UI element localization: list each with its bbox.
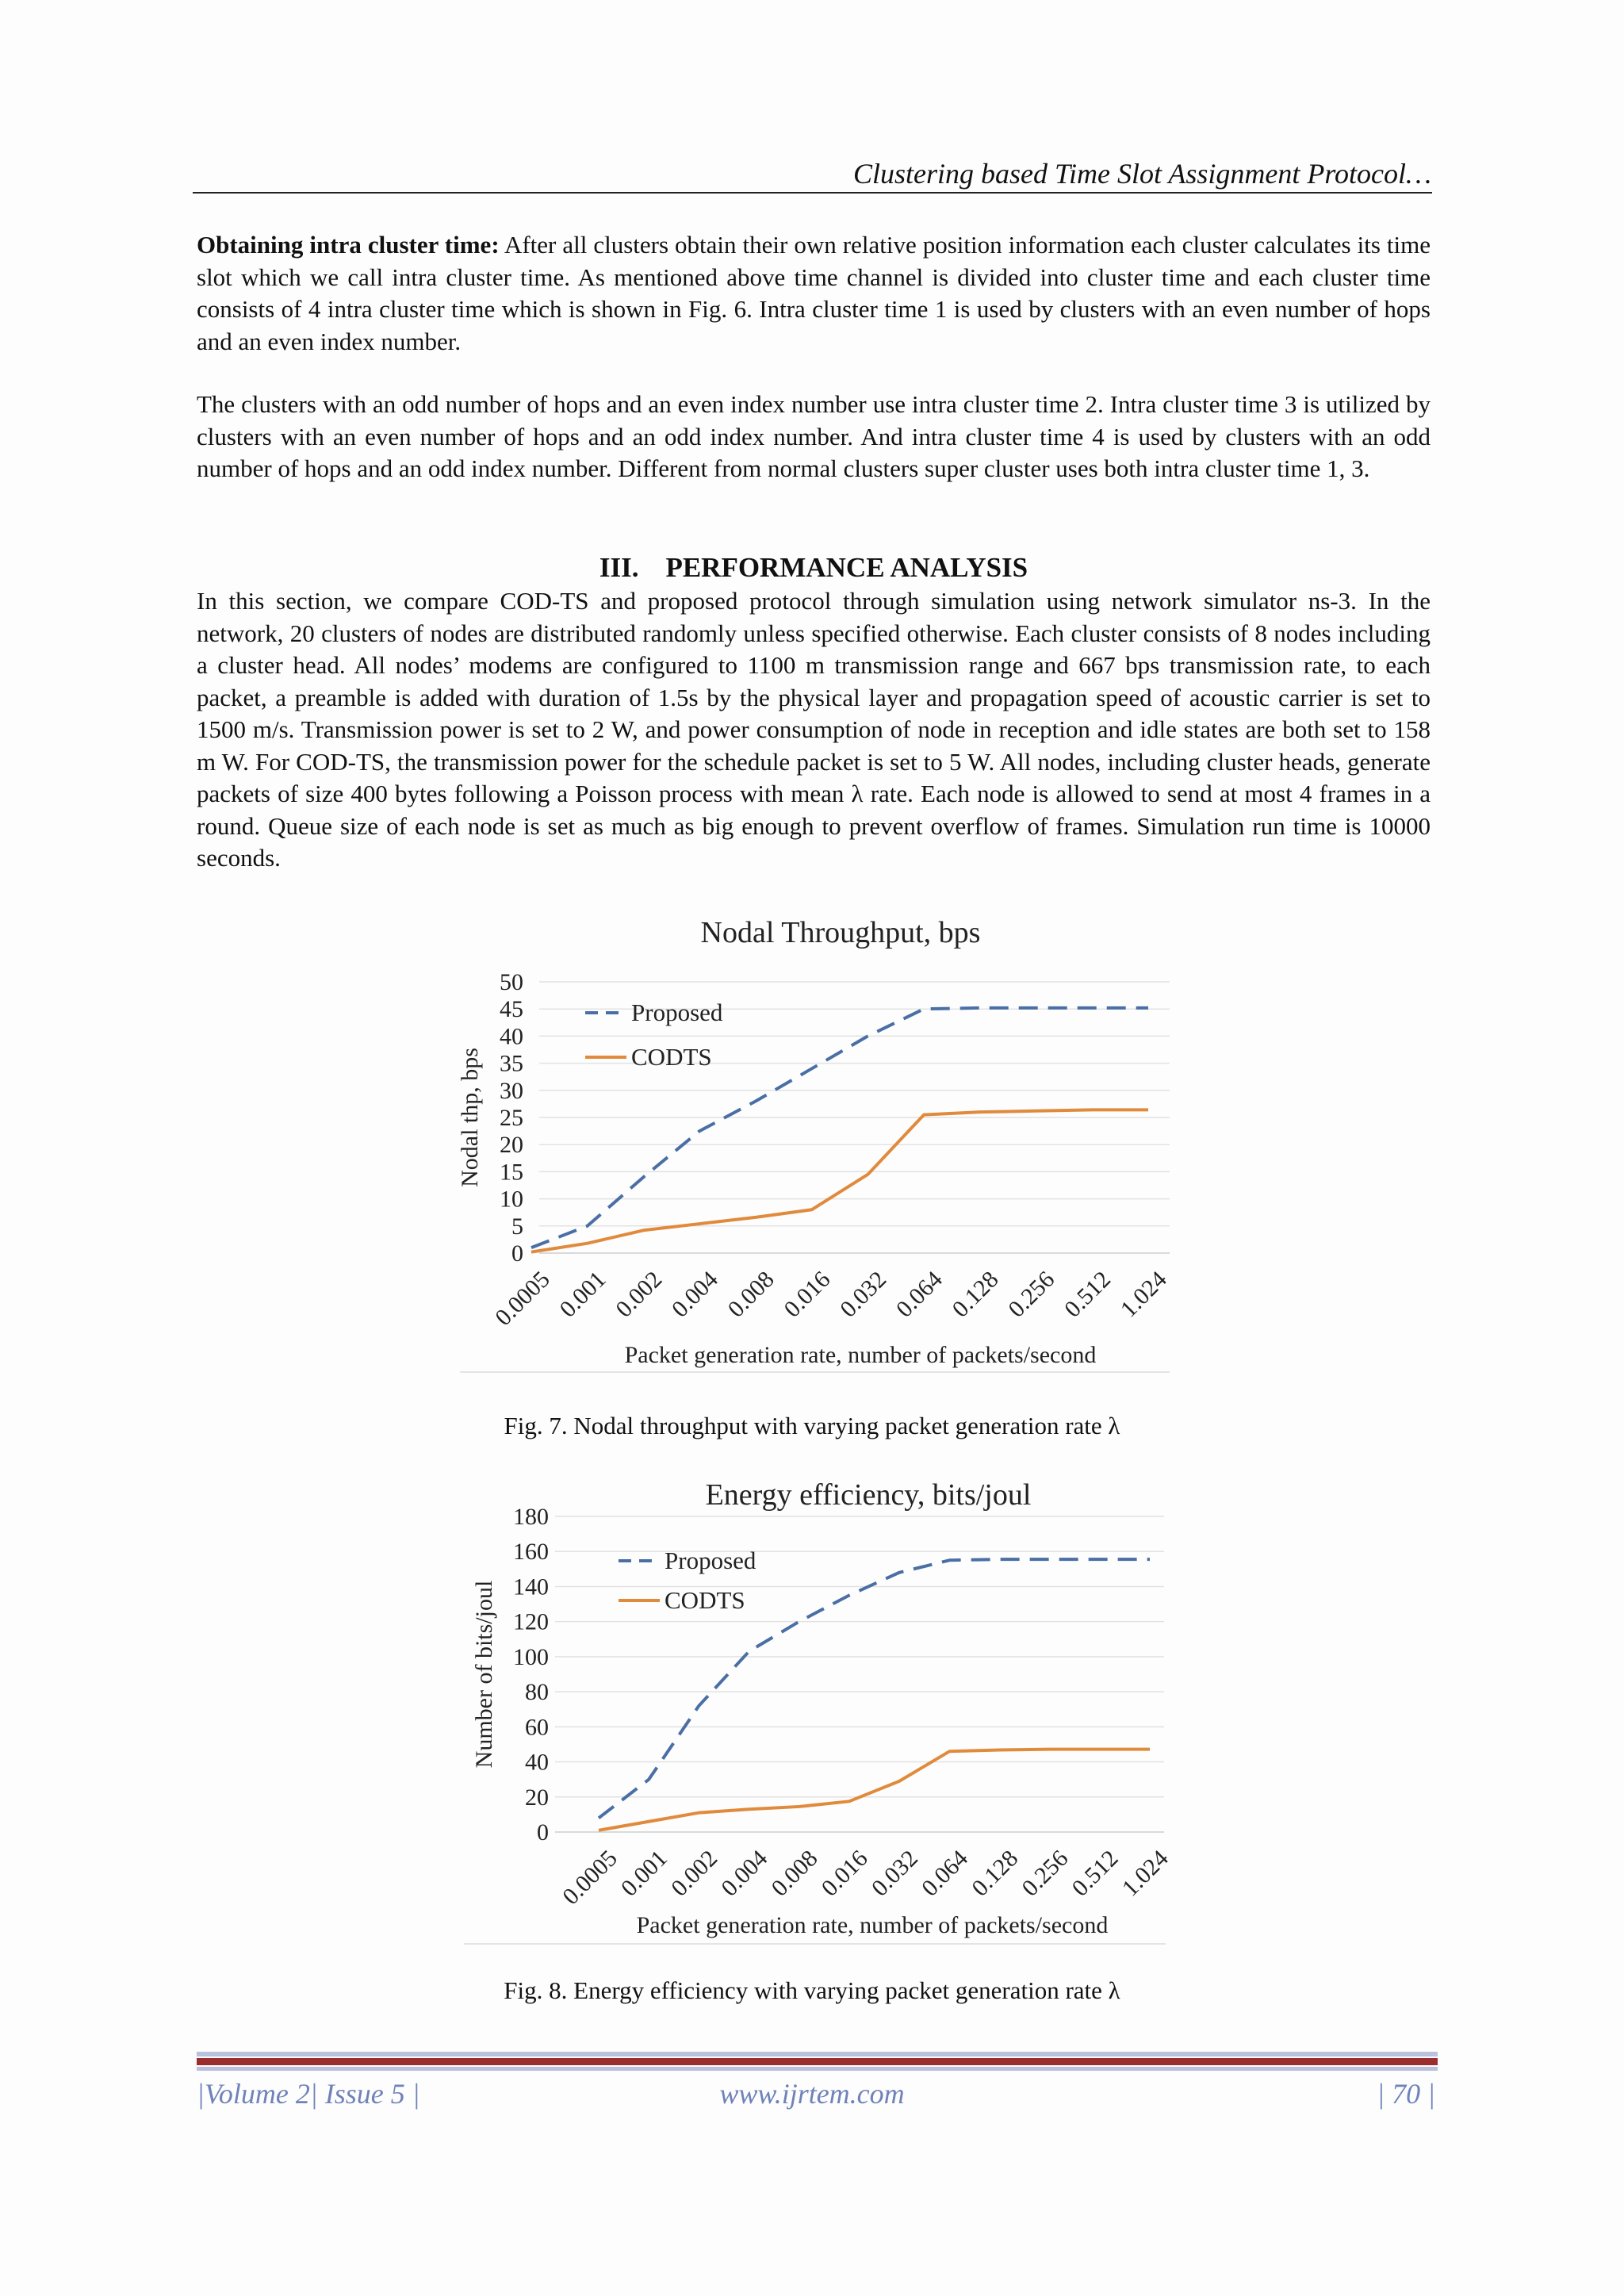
x-tick-label: 0.016: [816, 1845, 873, 1902]
y-tick-label: 35: [500, 1050, 523, 1077]
y-tick-label: 45: [500, 996, 523, 1023]
y-tick-label: 0: [511, 1240, 523, 1267]
footer-rule-middle: [197, 2058, 1438, 2065]
x-tick-label: 0.128: [967, 1845, 1024, 1902]
footer-rule-top: [197, 2052, 1438, 2056]
x-tick-label: 0.004: [666, 1266, 723, 1323]
y-tick-label: 10: [500, 1186, 523, 1213]
footer-rule-bottom: [197, 2067, 1438, 2071]
legend-label: Proposed: [631, 999, 723, 1026]
y-tick-label: 20: [525, 1784, 549, 1811]
paragraph-lead: Obtaining intra cluster time:: [197, 231, 500, 259]
y-axis-label: Nodal thp, bps: [457, 1048, 483, 1187]
y-tick-label: 0: [537, 1819, 549, 1846]
x-tick-label: 0.002: [611, 1266, 668, 1323]
y-tick-label: 5: [511, 1213, 523, 1240]
paragraph-odd-hops: The clusters with an odd number of hops and an even index number use intra cluster time 2. Intra cluster time 3 is utilized by clusters with an even number of hops and an odd index number. And intra cluster time 4 is used by clusters with an odd number of hops and an odd index number. Different from normal clusters super cluster uses both intra cluster time 1, 3.: [197, 390, 1431, 482]
y-tick-label: 100: [513, 1643, 549, 1670]
x-tick-label: 0.512: [1067, 1845, 1124, 1902]
figure-7-caption: Fig. 7. Nodal throughput with varying packet generation rate λ: [504, 1412, 1120, 1439]
x-tick-label: 0.004: [716, 1845, 773, 1902]
x-tick-label: 0.0005: [557, 1845, 622, 1911]
x-tick-label: 0.0005: [490, 1266, 555, 1332]
footer-page-number: | 70 |: [1377, 2078, 1435, 2110]
running-head: Clustering based Time Slot Assignment Protocol…: [852, 158, 1431, 190]
x-tick-label: 0.064: [891, 1266, 948, 1323]
y-tick-label: 50: [500, 969, 523, 995]
x-tick-label: 0.002: [666, 1845, 723, 1902]
section-heading: [197, 550, 1431, 585]
y-tick-label: 140: [513, 1573, 549, 1600]
y-tick-label: 30: [500, 1077, 523, 1104]
paragraph-performance-analysis: In this section, we compare COD-TS and proposed protocol through simulation using network simulator ns-3. In the network, 20 clusters of nodes are distributed randomly unless specified otherwise. Each cluster consists of 8 nodes including a cluster head. All nodes’ modems are configured to 1100 m transmission range and 667 bps transmission rate, to each packet, a preamble is added with duration of 1.5s by the physical layer and propagation speed of acoustic carrier is set to 1500 m/s. Transmission power is set to 2 W, and power consumption of node in reception and idle states are both set to 158 m W. For COD-TS, the transmission power for the schedule packet is set to 5 W. All nodes, including cluster heads, generate packets of size 400 bytes following a Poisson process with mean λ rate. Each node is allowed to send at most 4 frames in a round. Queue size of each node is set as much as big enough to prevent overflow of frames. Simulation run time is 10000 seconds.: [197, 587, 1431, 872]
energy-efficiency-chart: [460, 1471, 1174, 1947]
paragraph-intra-cluster-time: [197, 229, 1431, 358]
x-tick-label: 0.256: [1003, 1266, 1060, 1323]
paragraph-text: After all clusters obtain their own relative position information each cluster calculates its time slot which we call intra cluster time. As mentioned above time channel is divided into cluster time and each cluster time consists of 4 intra cluster time which is shown in Fig. 6. Intra cluster time 1 is used by clusters with an even number of hops and an even index number.: [197, 231, 1431, 355]
y-axis-label: Number of bits/joul: [471, 1580, 497, 1769]
x-axis-label: Packet generation rate, number of packets/second: [624, 1342, 1097, 1368]
legend-label: CODTS: [631, 1043, 712, 1071]
x-tick-label: 0.001: [615, 1845, 672, 1902]
header-rule: [193, 192, 1432, 194]
section-number: III.: [599, 552, 639, 583]
x-tick-label: 0.001: [554, 1266, 611, 1323]
series-line-proposed: [531, 1008, 1148, 1248]
y-tick-label: 80: [525, 1679, 549, 1706]
x-tick-label: 1.024: [1115, 1266, 1172, 1323]
x-tick-label: 0.008: [766, 1845, 823, 1902]
legend-label: CODTS: [665, 1586, 745, 1614]
legend-label: Proposed: [665, 1547, 756, 1574]
footer-volume-issue: |Volume 2| Issue 5 |: [197, 2078, 420, 2110]
y-tick-label: 20: [500, 1132, 523, 1159]
chart-title: Energy efficiency, bits/joul: [705, 1478, 1032, 1512]
x-tick-label: 1.024: [1116, 1845, 1174, 1902]
x-tick-label: 0.032: [866, 1845, 923, 1902]
y-tick-label: 160: [513, 1539, 549, 1566]
series-line-codts: [531, 1110, 1148, 1251]
x-tick-label: 0.256: [1017, 1845, 1074, 1902]
chart-title: Nodal Throughput, bps: [700, 916, 981, 949]
y-tick-label: 180: [513, 1504, 549, 1530]
nodal-throughput-chart: [452, 904, 1182, 1376]
x-axis-label: Packet generation rate, number of packets/second: [636, 1912, 1109, 1938]
footer-website-link[interactable]: www.ijrtem.com: [719, 2078, 905, 2110]
x-tick-label: 0.064: [917, 1845, 974, 1902]
y-tick-label: 15: [500, 1159, 523, 1186]
y-tick-label: 40: [525, 1749, 549, 1776]
y-tick-label: 25: [500, 1105, 523, 1131]
y-tick-label: 40: [500, 1023, 523, 1050]
x-tick-label: 0.128: [947, 1266, 1004, 1323]
y-tick-label: 120: [513, 1608, 549, 1635]
y-tick-label: 60: [525, 1714, 549, 1741]
x-tick-label: 0.008: [722, 1266, 779, 1323]
x-tick-label: 0.512: [1059, 1266, 1116, 1323]
section-title: PERFORMANCE ANALYSIS: [665, 552, 1028, 583]
figure-8-caption: Fig. 8. Energy efficiency with varying packet generation rate λ: [504, 1976, 1120, 2004]
x-tick-label: 0.016: [779, 1266, 836, 1323]
x-tick-label: 0.032: [835, 1266, 892, 1323]
